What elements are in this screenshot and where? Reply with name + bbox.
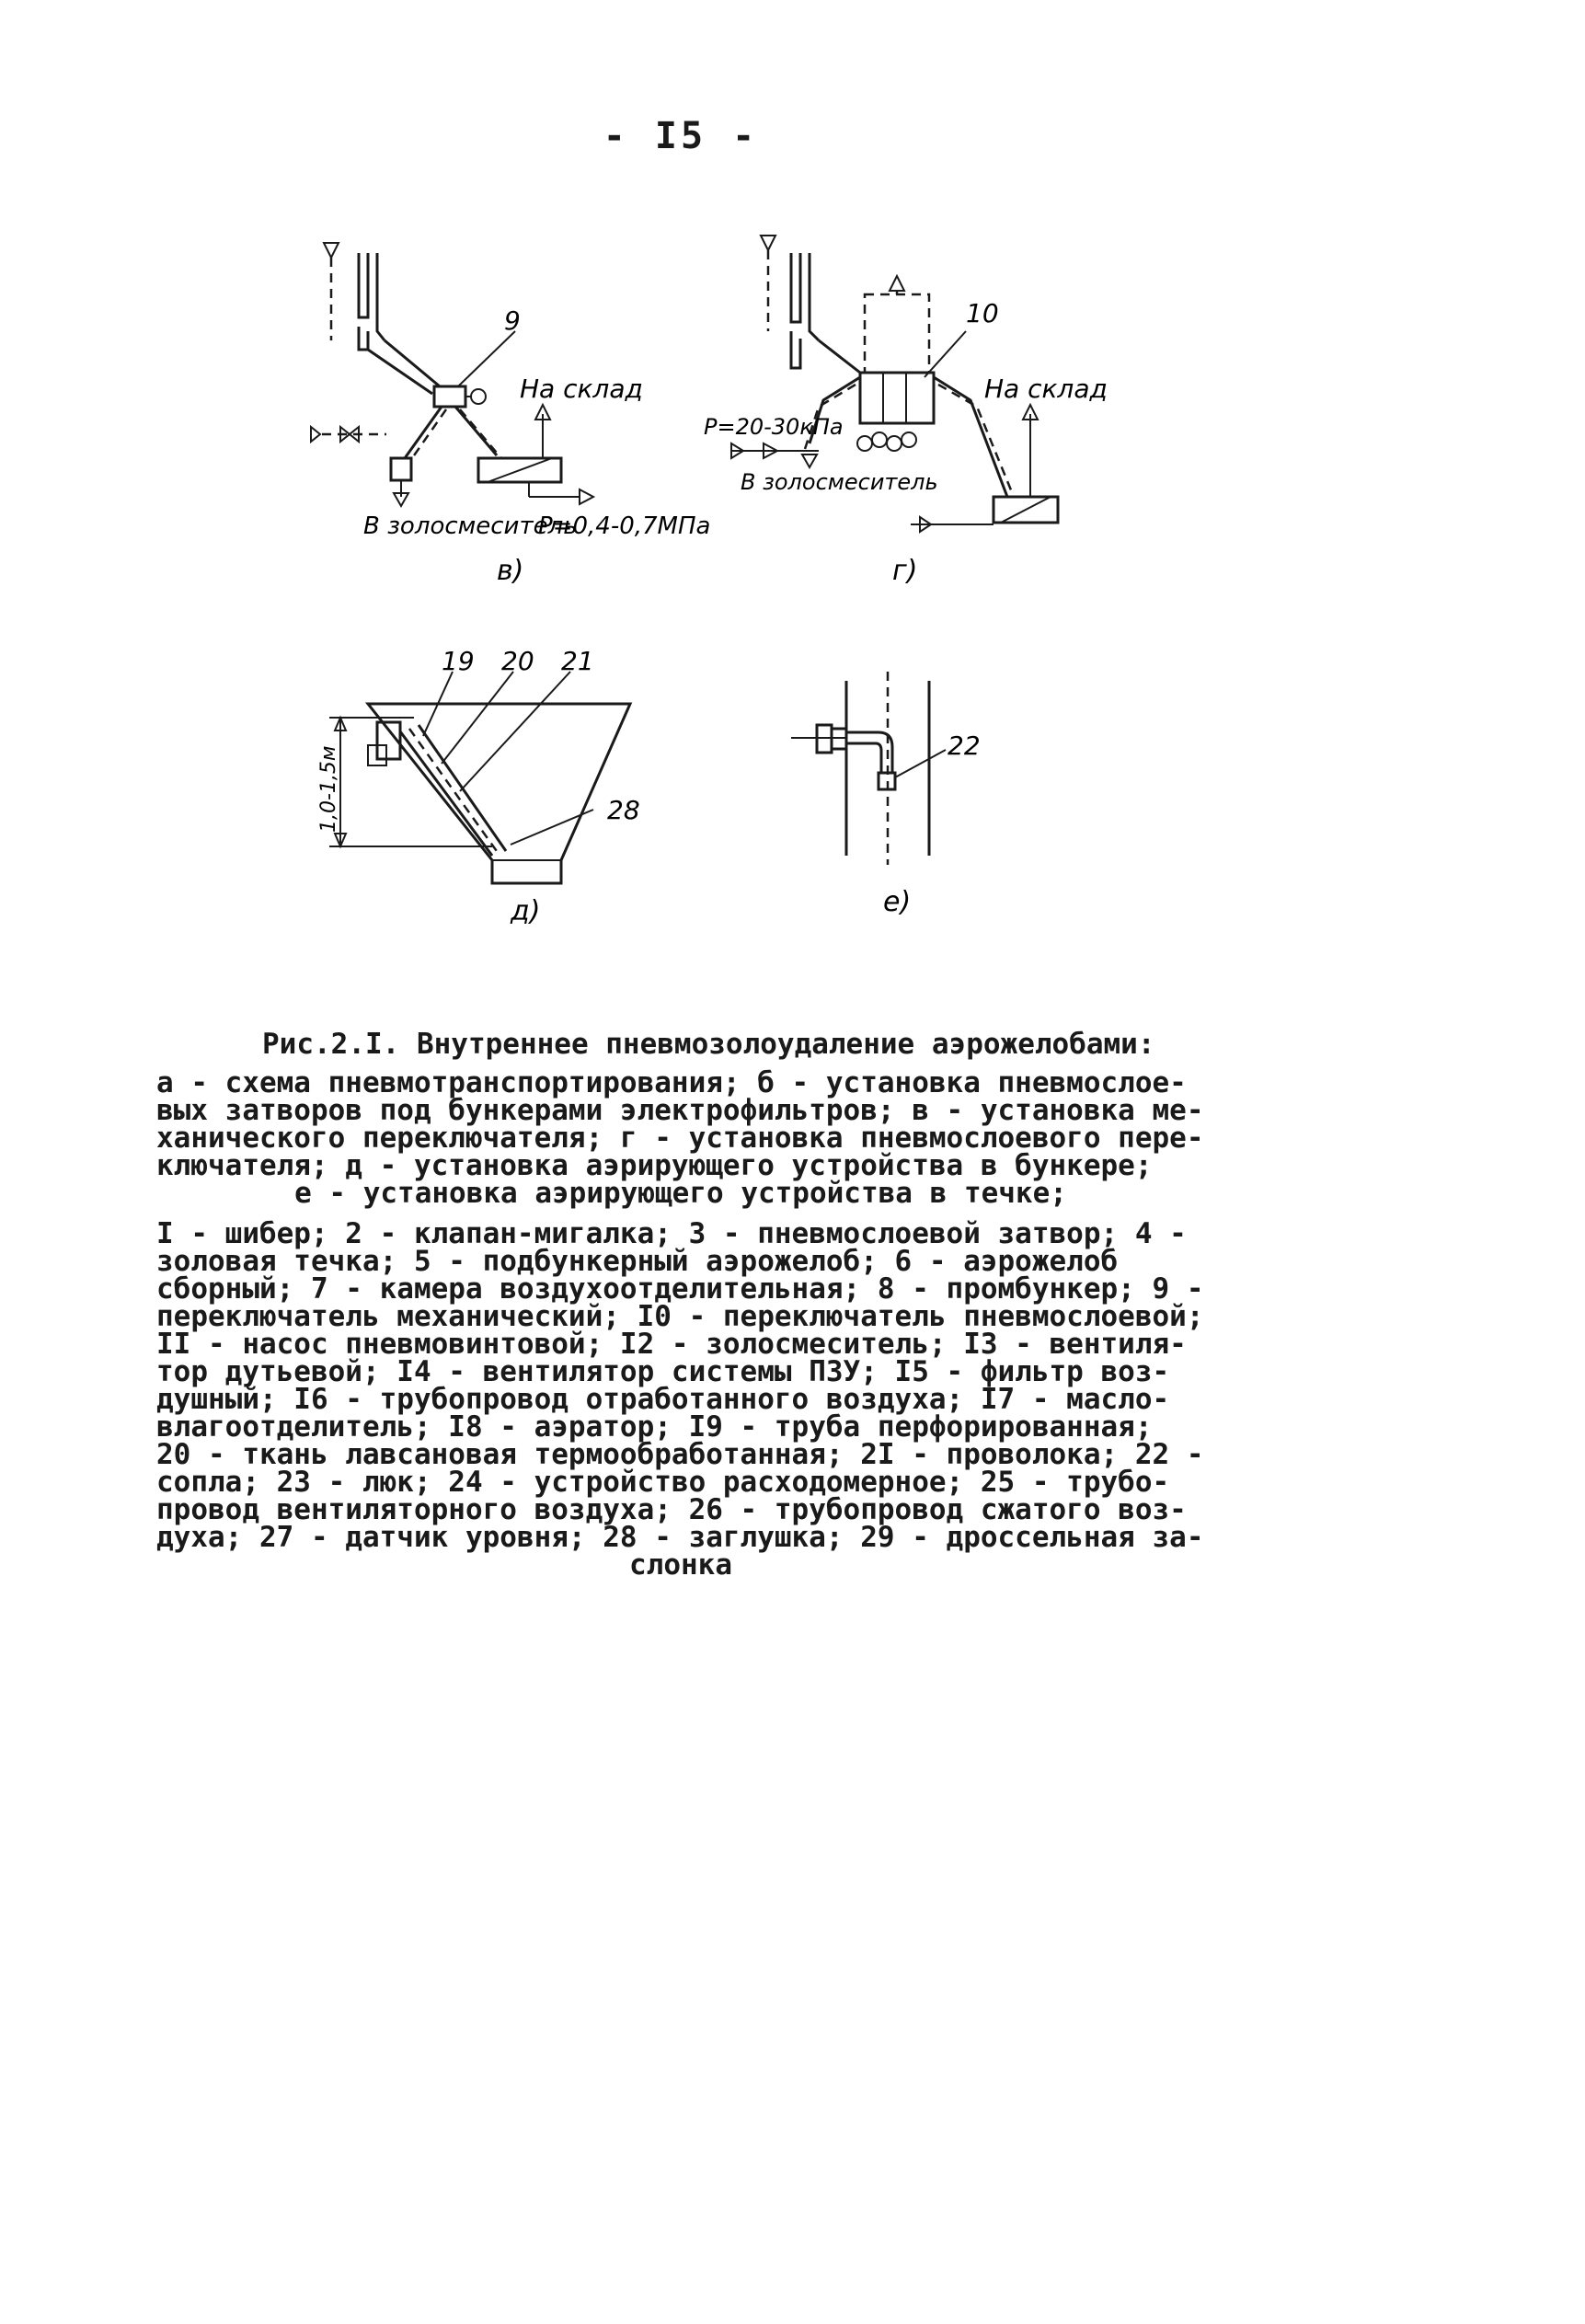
legend-line: влагоотделитель; I8 - аэратор; I9 - труба перфорированная; bbox=[156, 1410, 1153, 1444]
callout-10: 10 bbox=[966, 298, 999, 328]
switch-housing-dashed bbox=[865, 294, 929, 373]
legend-line: переключатель механический; I0 - переключатель пневмослоевой; bbox=[156, 1300, 1204, 1333]
legend-line: провод вентиляторного воздуха; 26 - трубопровод сжатого воз- bbox=[156, 1493, 1187, 1526]
pressure-label: Р=20-30кПа bbox=[704, 414, 844, 440]
exhaust-arrow-icon bbox=[761, 236, 775, 250]
callout-20: 20 bbox=[501, 646, 534, 676]
legend-line: душный; I6 - трубопровод отработанного воздуха; I7 - масло- bbox=[156, 1383, 1170, 1416]
figure-e-sublabel: е) bbox=[883, 886, 912, 918]
to-storage-label: На склад bbox=[520, 374, 643, 404]
figure-d-hopper-aerator bbox=[313, 635, 699, 929]
aerator-valves bbox=[857, 432, 916, 451]
to-storage-label: На склад bbox=[984, 374, 1108, 404]
callout-leader bbox=[458, 331, 515, 386]
figure-caption bbox=[156, 1028, 1260, 1582]
legend-line: духа; 27 - датчик уровня; 28 - заглушка; 29 - дроссельная за- bbox=[156, 1521, 1204, 1554]
hopper-body bbox=[368, 704, 630, 883]
to-mixer-label: В золосмеситель bbox=[741, 469, 938, 495]
caption-description-line: а - схема пневмотранспортирования; б - установка пневмослое- bbox=[156, 1066, 1187, 1099]
figure-g-sublabel: г) bbox=[892, 555, 918, 587]
caption-legend bbox=[156, 1217, 1260, 1582]
legend-line: II - насос пневмовинтовой; I2 - золосмеситель; I3 - вентиля- bbox=[156, 1328, 1187, 1361]
switch-valve-icon bbox=[471, 389, 486, 404]
callout-22: 22 bbox=[948, 731, 981, 761]
legend-line: 20 - ткань лавсановая термообработанная; 2I - проволока; 22 - bbox=[156, 1438, 1204, 1471]
figure-g-pneumatic-switch bbox=[690, 230, 1131, 589]
callout-28: 28 bbox=[607, 795, 640, 825]
callout-9: 9 bbox=[504, 305, 521, 336]
figure-v-sublabel: в) bbox=[497, 555, 524, 587]
exhaust-arrow-icon bbox=[324, 243, 339, 258]
callout-leader-28 bbox=[511, 810, 593, 845]
to-mixer-label: В золосмеситель bbox=[363, 512, 578, 540]
callout-leader-21 bbox=[460, 672, 570, 791]
caption-description-line: вых затворов под бункерами электрофильтров; в - установка ме- bbox=[156, 1094, 1204, 1127]
caption-description-line: ханического переключателя; г - установка пневмослоевого пере- bbox=[156, 1122, 1204, 1155]
figure-d-sublabel: д) bbox=[511, 895, 541, 927]
caption-description-line: е - установка аэрирующего устройства в течке; bbox=[294, 1177, 1067, 1210]
caption-title: Рис.2.I. Внутреннее пневмозолоудаление аэрожелобами: bbox=[262, 1028, 1155, 1061]
page-number: - I5 - bbox=[603, 115, 759, 157]
callout-21: 21 bbox=[561, 646, 594, 676]
pressure-label: Р=0,4-0,7МПа bbox=[538, 512, 711, 540]
legend-line: слонка bbox=[629, 1548, 732, 1582]
switch-9 bbox=[434, 386, 465, 407]
to-mixer-arrow-icon bbox=[802, 454, 817, 467]
legend-line: золовая течка; 5 - подбункерный аэрожелоб; 6 - аэрожелоб bbox=[156, 1245, 1119, 1278]
callout-leader-20 bbox=[442, 672, 513, 764]
caption-description-line: ключателя; д - установка аэрирующего устройства в бункере; bbox=[156, 1149, 1153, 1182]
nozzle-pipe bbox=[846, 732, 892, 773]
callout-19: 19 bbox=[442, 646, 475, 676]
dimension-label: 1,0-1,5м bbox=[317, 745, 340, 833]
callout-leader bbox=[895, 750, 946, 777]
legend-line: сопла; 23 - люк; 24 - устройство расходомерное; 25 - трубо- bbox=[156, 1466, 1170, 1499]
figure-e-chute-aerator bbox=[791, 672, 1012, 920]
legend-line: I - шибер; 2 - клапан-мигалка; 3 - пневмослоевой затвор; 4 - bbox=[156, 1217, 1187, 1250]
legend-line: сборный; 7 - камера воздухоотделительная; 8 - промбункер; 9 - bbox=[156, 1272, 1204, 1306]
figure-v-mechanical-switch bbox=[304, 230, 711, 589]
callout-leader bbox=[925, 331, 966, 377]
legend-line: тор дутьевой; I4 - вентилятор системы ПЗУ; I5 - фильтр воз- bbox=[156, 1355, 1170, 1388]
vent-arrow-icon bbox=[890, 276, 904, 291]
switch-10 bbox=[860, 373, 934, 423]
